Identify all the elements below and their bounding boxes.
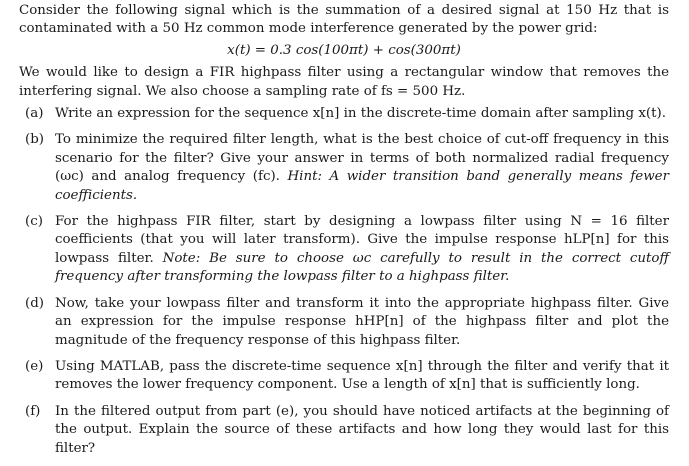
question-text: For the highpass FIR filter, start by designing a lowpass filter using N = 16 filter coefficients (that you will later transform). Give the impulse response hLP[n] for this lowpass filter.	[55, 214, 669, 266]
question-b	[19, 131, 669, 205]
question-e	[19, 358, 669, 395]
question-text: Write an expression for the sequence x[n] in the discrete-time domain after sampling x(t).	[55, 106, 667, 122]
design-paragraph: We would like to design a FIR highpass filter using a rectangular window that removes the interfering signal. We also choose a sampling rate of fs = 500 Hz.	[19, 65, 669, 99]
question-list	[19, 105, 669, 458]
signal-equation: x(t) = 0.3 cos(100πt) + cos(300πt)	[227, 42, 461, 58]
question-text: Using MATLAB, pass the discrete-time sequence x[n] through the filter and verify that it removes the lower frequency component. Use a length of x[n] that is sufficiently long.	[55, 358, 669, 393]
question-marker: (e)	[25, 358, 44, 374]
question-marker: (f)	[25, 403, 41, 419]
question-note: Note: Be sure to choose ωc carefully to result in the correct cutoff frequency after transforming the lowpass filter to a highpass filter.	[55, 250, 669, 285]
question-marker: (d)	[25, 295, 45, 311]
question-marker: (a)	[25, 106, 44, 122]
question-a	[19, 105, 669, 123]
question-text: In the filtered output from part (e), you should have noticed artifacts at the beginning of the output. Explain the source of these artifacts and how long they would last for this filter?	[55, 403, 669, 456]
question-d	[19, 295, 669, 350]
intro-paragraph: Consider the following signal which is the summation of a desired signal at 150 Hz that is contaminated with a 50 Hz common mode interference generated by the power grid:	[19, 3, 669, 37]
problem-document	[19, 2, 669, 466]
question-text: To minimize the required filter length, what is the best choice of cut-off frequency in this scenario for the filter? Give your answer in terms of both normalized radial frequency (ωc) and analog frequency (fc).	[55, 132, 669, 185]
question-f	[19, 403, 669, 458]
question-hint: Hint: A wider transition band generally means fewer coefficients.	[55, 169, 670, 203]
question-text: Now, take your lowpass filter and transform it into the appropriate highpass filter. Give an expression for the impulse response hHP[n] of the highpass filter and plot the magnitude of the frequency response of this highpass filter.	[55, 295, 669, 348]
question-c	[19, 213, 669, 287]
question-marker: (c)	[25, 214, 43, 230]
question-marker: (b)	[25, 132, 45, 148]
